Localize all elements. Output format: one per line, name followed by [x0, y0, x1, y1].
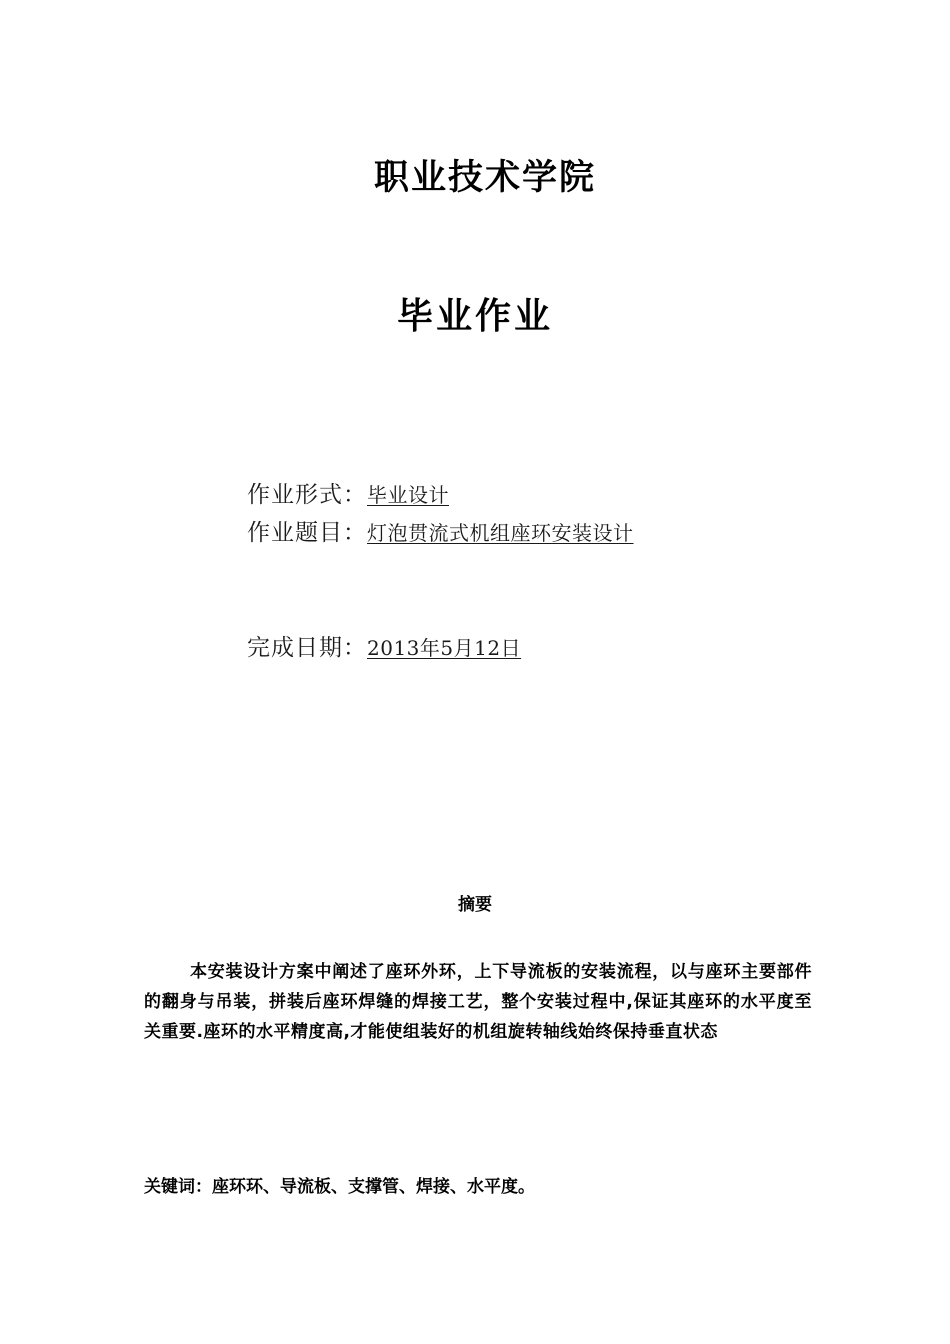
- assignment-topic-label: 作业题目：: [247, 520, 367, 546]
- assignment-form-label: 作业形式：: [247, 482, 367, 508]
- abstract-heading: 摘要: [458, 895, 492, 915]
- completion-date-label: 完成日期：: [247, 635, 367, 661]
- assignment-form-row: [247, 476, 449, 509]
- assignment-topic-value: 灯泡贯流式机组座环安装设计: [367, 521, 634, 545]
- assignment-topic-row: [247, 514, 634, 547]
- document-title: 毕业作业: [396, 296, 553, 337]
- abstract-body: 本安装设计方案中阐述了座环外环，上下导流板的安装流程，以与座环主要部件的翻身与吊装，拼装后座环焊缝的焊接工艺，整个安装过程中,保证其座环的水平度至关重要.座环的水平精度高,才能使组装好的机组旋转轴线始终保持垂直状态: [144, 962, 812, 1042]
- keywords-line: 关键词：座环环、导流板、支撑管、焊接、水平度。: [144, 1177, 535, 1197]
- assignment-form-value: 毕业设计: [367, 483, 449, 507]
- completion-date-row: [247, 629, 521, 662]
- school-name: 职业技术学院: [373, 158, 596, 198]
- completion-date-value: 2013年5月12日: [367, 636, 522, 660]
